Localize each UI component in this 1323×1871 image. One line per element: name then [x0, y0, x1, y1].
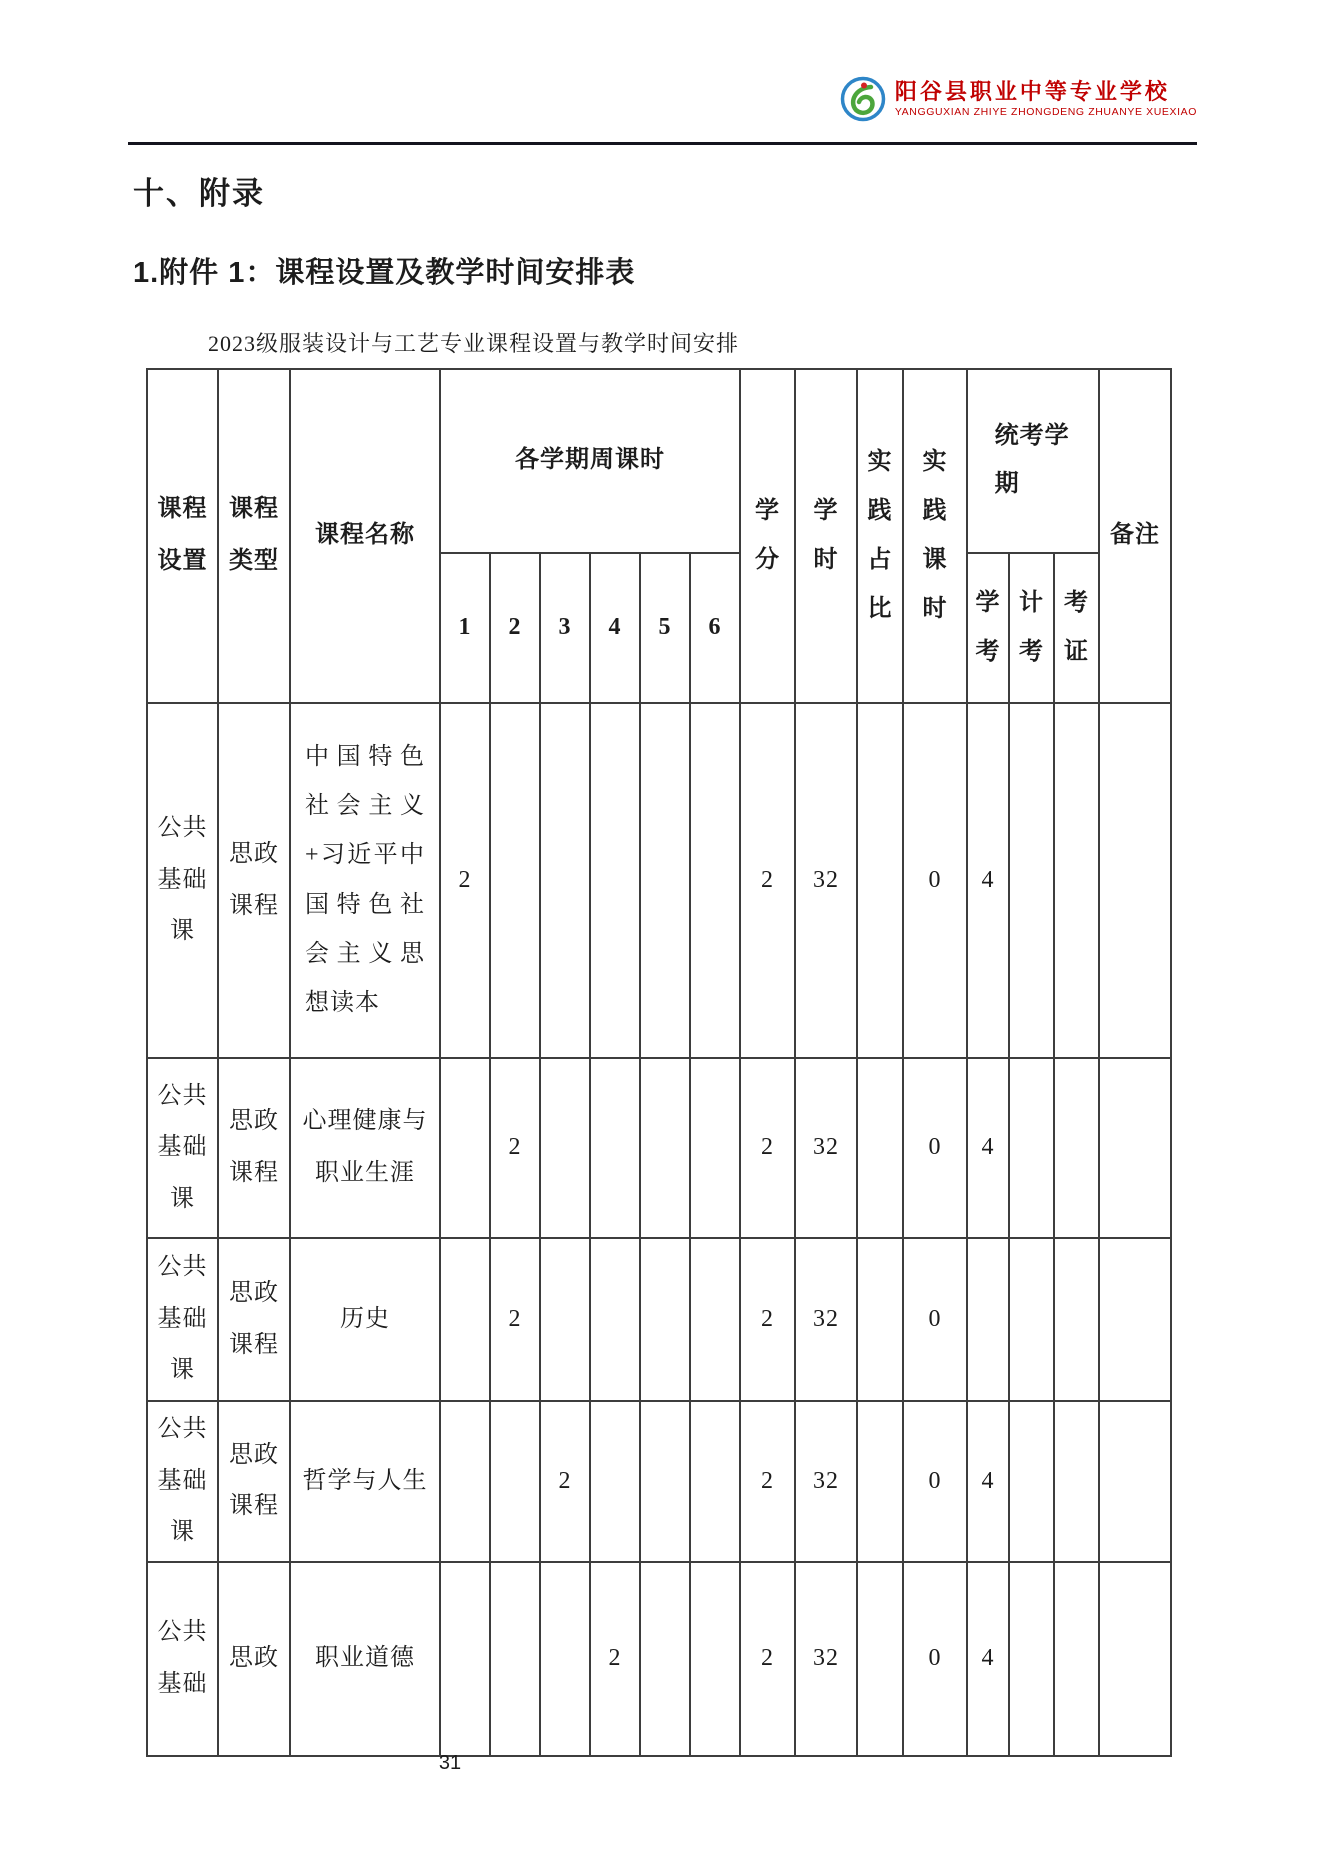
cell-sem-5 — [640, 1401, 690, 1562]
col-header-course-type: 课程类型 — [218, 369, 290, 703]
col-header-course-setting: 课程设置 — [147, 369, 218, 703]
cell-course-name: 中国特色社会主义+习近平中国特色社会主义思想读本 — [290, 703, 440, 1058]
unified-exam-label: 统考学期 — [994, 422, 1070, 497]
cell-sem-4 — [590, 703, 640, 1058]
cell-course-name: 历史 — [290, 1238, 440, 1401]
col-header-practice-hours — [903, 369, 967, 703]
cell-course-setting: 公共基础课 — [147, 1238, 218, 1401]
cell-jikao — [1009, 1058, 1054, 1238]
cell-sem-2: 2 — [490, 1238, 540, 1401]
cell-sem-3: 2 — [540, 1401, 590, 1562]
col-header-weekly-hours: 各学期周课时 — [440, 369, 740, 553]
attachment-title: 1.附件 1：课程设置及教学时间安排表 — [133, 257, 636, 289]
col-header-course-name: 课程名称 — [290, 369, 440, 703]
table-row — [147, 1058, 1171, 1238]
col-header-jikao — [1009, 553, 1054, 703]
cell-practice-hours: 0 — [903, 1238, 967, 1401]
cell-jikao — [1009, 1238, 1054, 1401]
cell-credits: 2 — [740, 1562, 795, 1756]
cell-sem-3 — [540, 703, 590, 1058]
col-header-remarks: 备注 — [1099, 369, 1171, 703]
cell-sem-6 — [690, 703, 740, 1058]
cell-sem-5 — [640, 703, 690, 1058]
cell-sem-3 — [540, 1238, 590, 1401]
cell-credits: 2 — [740, 1238, 795, 1401]
cell-course-type: 思政课程 — [218, 703, 290, 1058]
cell-credits: 2 — [740, 703, 795, 1058]
cell-sem-3 — [540, 1562, 590, 1756]
school-name-en: YANGGUXIAN ZHIYE ZHONGDENG ZHUANYE XUEXIAO — [894, 105, 1197, 118]
col-header-kaozheng — [1054, 553, 1099, 703]
col-header-hours — [795, 369, 857, 703]
cell-course-setting: 公共基础课 — [147, 1401, 218, 1562]
col-header-sem-2: 2 — [490, 553, 540, 703]
cell-sem-5 — [640, 1562, 690, 1756]
cell-remarks — [1099, 1401, 1171, 1562]
cell-course-name: 心理健康与职业生涯 — [290, 1058, 440, 1238]
cell-practice-ratio — [857, 1238, 903, 1401]
cell-sem-1 — [440, 1058, 490, 1238]
cell-hours: 32 — [795, 1058, 857, 1238]
cell-hours: 32 — [795, 1562, 857, 1756]
cell-practice-ratio — [857, 703, 903, 1058]
cell-sem-4 — [590, 1401, 640, 1562]
school-name-cn: 阳谷县职业中等专业学校 — [894, 78, 1170, 104]
cell-sem-6 — [690, 1238, 740, 1401]
cell-remarks — [1099, 703, 1171, 1058]
cell-kaozheng — [1054, 703, 1099, 1058]
header-divider — [128, 142, 1197, 145]
cell-hours: 32 — [795, 1238, 857, 1401]
school-badge-icon — [840, 76, 886, 122]
cell-practice-hours: 0 — [903, 1562, 967, 1756]
practice-ratio-label: 实践占比 — [867, 448, 893, 623]
cell-jikao — [1009, 1562, 1054, 1756]
cell-sem-6 — [690, 1401, 740, 1562]
school-name-block — [895, 80, 1197, 119]
cell-sem-1 — [440, 1401, 490, 1562]
cell-remarks — [1099, 1238, 1171, 1401]
cell-practice-ratio — [857, 1058, 903, 1238]
cell-sem-4 — [590, 1238, 640, 1401]
cell-course-setting: 公共基础 — [147, 1562, 218, 1756]
cell-course-setting: 公共基础课 — [147, 1058, 218, 1238]
col-header-sem-4: 4 — [590, 553, 640, 703]
table-row — [147, 1562, 1171, 1756]
cell-remarks — [1099, 1562, 1171, 1756]
cell-sem-4: 2 — [590, 1562, 640, 1756]
cell-course-name: 职业道德 — [290, 1562, 440, 1756]
cell-sem-6 — [690, 1058, 740, 1238]
page-header — [840, 76, 1197, 122]
kaozheng-label: 考证 — [1064, 589, 1090, 665]
cell-sem-2 — [490, 703, 540, 1058]
cell-kaozheng — [1054, 1562, 1099, 1756]
cell-remarks — [1099, 1058, 1171, 1238]
col-header-xuekao — [967, 553, 1009, 703]
xuekao-label: 学考 — [975, 589, 1001, 665]
cell-xuekao — [967, 1238, 1009, 1401]
cell-sem-3 — [540, 1058, 590, 1238]
cell-xuekao: 4 — [967, 703, 1009, 1058]
cell-course-type: 思政 — [218, 1562, 290, 1756]
col-header-credits — [740, 369, 795, 703]
cell-xuekao: 4 — [967, 1058, 1009, 1238]
table-row — [147, 1401, 1171, 1562]
col-header-practice-ratio — [857, 369, 903, 703]
table-caption: 2023级服装设计与工艺专业课程设置与教学时间安排 — [208, 331, 740, 356]
cell-practice-hours: 0 — [903, 1058, 967, 1238]
cell-practice-hours: 0 — [903, 1401, 967, 1562]
table-body — [147, 703, 1171, 1756]
cell-course-type: 思政课程 — [218, 1401, 290, 1562]
cell-sem-5 — [640, 1238, 690, 1401]
col-header-sem-3: 3 — [540, 553, 590, 703]
cell-kaozheng — [1054, 1058, 1099, 1238]
cell-credits: 2 — [740, 1401, 795, 1562]
cell-kaozheng — [1054, 1238, 1099, 1401]
cell-sem-2 — [490, 1401, 540, 1562]
cell-sem-2: 2 — [490, 1058, 540, 1238]
cell-sem-5 — [640, 1058, 690, 1238]
cell-xuekao: 4 — [967, 1401, 1009, 1562]
cell-jikao — [1009, 703, 1054, 1058]
cell-sem-1: 2 — [440, 703, 490, 1058]
cell-kaozheng — [1054, 1401, 1099, 1562]
col-header-sem-5: 5 — [640, 553, 690, 703]
cell-jikao — [1009, 1401, 1054, 1562]
cell-sem-1 — [440, 1238, 490, 1401]
cell-xuekao: 4 — [967, 1562, 1009, 1756]
col-header-unified-exam — [967, 369, 1099, 553]
cell-practice-ratio — [857, 1562, 903, 1756]
header-row-top — [147, 369, 1171, 553]
cell-sem-2 — [490, 1562, 540, 1756]
section-title: 十、附录 — [133, 176, 265, 211]
col-header-sem-6: 6 — [690, 553, 740, 703]
cell-course-setting: 公共基础课 — [147, 703, 218, 1058]
practice-hours-label: 实践课时 — [922, 448, 948, 623]
cell-course-name: 哲学与人生 — [290, 1401, 440, 1562]
cell-hours: 32 — [795, 703, 857, 1058]
table-row — [147, 703, 1171, 1058]
cell-sem-6 — [690, 1562, 740, 1756]
cell-sem-1 — [440, 1562, 490, 1756]
curriculum-table — [146, 368, 1172, 1757]
hours-label: 学时 — [813, 497, 839, 573]
cell-practice-ratio — [857, 1401, 903, 1562]
cell-sem-4 — [590, 1058, 640, 1238]
table-row — [147, 1238, 1171, 1401]
credits-label: 学分 — [755, 497, 781, 573]
table-header — [147, 369, 1171, 703]
cell-course-type: 思政课程 — [218, 1058, 290, 1238]
page-number: 31 — [438, 1752, 462, 1774]
cell-hours: 32 — [795, 1401, 857, 1562]
jikao-label: 计考 — [1019, 589, 1045, 665]
cell-course-type: 思政课程 — [218, 1238, 290, 1401]
col-header-sem-1: 1 — [440, 553, 490, 703]
cell-credits: 2 — [740, 1058, 795, 1238]
cell-practice-hours: 0 — [903, 703, 967, 1058]
